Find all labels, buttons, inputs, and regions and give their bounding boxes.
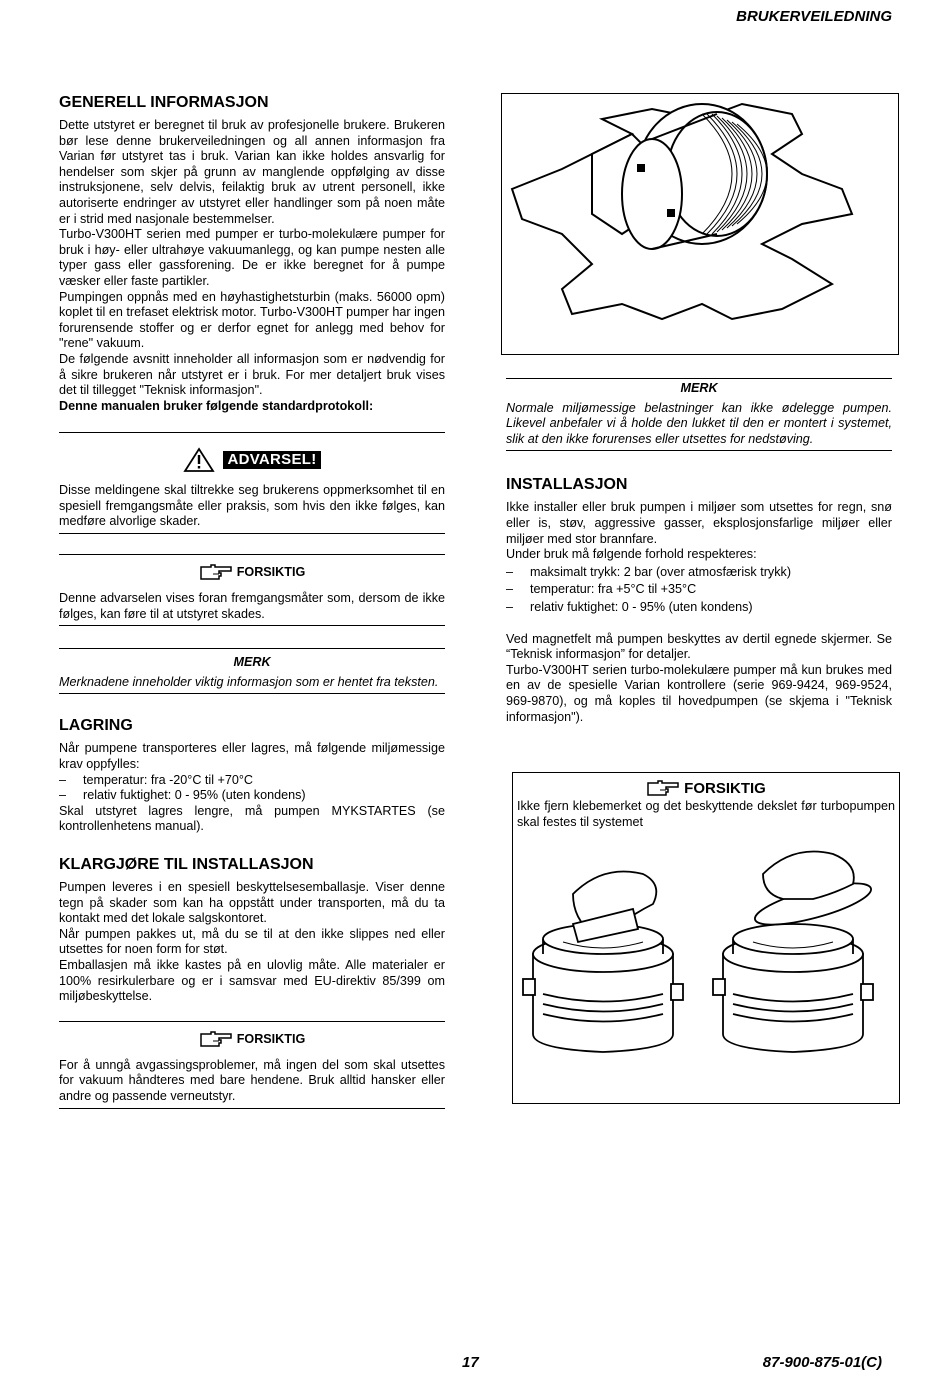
general-info-paragraph: Turbo-V300HT serien med pumper er turbo-molekulære pumper for bruk i høy- eller ultrahøye vakuumanlegg, og kan pumpe nesten alle typer gass eller gassforening. De er ikke beregnet for å pumpe væsker eller faste partikler. bbox=[59, 227, 445, 288]
note-top-rule bbox=[59, 648, 445, 649]
running-header: BRUKERVEILEDNING bbox=[736, 8, 892, 25]
caution2-box bbox=[59, 1030, 445, 1109]
note2-text: Normale miljømessige belastninger kan ikke ødelegge pumpen. Likevel anbefaler vi å holde den lukket til den er montert i systemet, slik at den ikke forurenses eller utsettes for nedstøving. bbox=[506, 400, 892, 446]
note2-label: MERK bbox=[680, 381, 718, 395]
warning-title-row bbox=[59, 447, 445, 473]
pointing-hand-icon bbox=[199, 1030, 233, 1048]
note-text: Merknadene inneholder viktig informasjon som er hentet fra teksten. bbox=[59, 674, 439, 689]
caution2-title-row bbox=[59, 1030, 445, 1048]
caution3-box bbox=[512, 772, 900, 1104]
caution2-label: FORSIKTIG bbox=[236, 1032, 306, 1047]
install-paragraph: Ikke installer eller bruk pumpen i miljøer som utsettes for regn, snø eller is, støv, aggressive gasser, eksplosjonsfarlige miljøer eller miljøer med stor brannfare. bbox=[506, 500, 892, 546]
page-number: 17 bbox=[462, 1354, 479, 1371]
warning-text: Disse meldingene skal tiltrekke seg brukerens oppmerksomhet til en spesiell fremgangsmåte eller praksis, som hvis den ikke følges, kan medføre alvorlige skader. bbox=[59, 483, 445, 529]
caution3-text: Ikke fjern klebemerket og det beskyttende dekslet før turbopumpen skal festes til systemet bbox=[517, 799, 895, 829]
storage-outro: Skal utstyret lagres lengre, må pumpen MYKSTARTES (se kontrollenhetens manual). bbox=[59, 803, 445, 834]
prep-paragraph: Emballasjen må ikke kastes på en ulovlig måte. Alle materialer er 100% resirkulerbare og er i samsvar med EU-direktiv 85/399 om miljøbeskyttelse. bbox=[59, 957, 445, 1004]
warning-label: ADVARSEL! bbox=[223, 451, 320, 469]
pointing-hand-icon bbox=[199, 563, 233, 581]
right-column bbox=[506, 378, 892, 725]
pump-packaging-illustration bbox=[502, 94, 898, 354]
prep-paragraph: Når pumpen pakkes ut, må du se til at den ikke slippes ned eller utsettes for noen form for støt. bbox=[59, 926, 445, 957]
note-label: MERK bbox=[233, 655, 271, 670]
left-column bbox=[59, 93, 445, 1109]
general-info-paragraph: Pumpingen oppnås med en høyhastighetsturbin (maks. 56000 opm) koplet til en trefaset elektrisk motor. Turbo-V300HT pumper har ingen forurensende stoffer og er derfor egnet for anlegg med behov for "rene" vakuum. bbox=[59, 289, 445, 351]
prep-paragraph: Pumpen leveres i en spesiell beskyttelsesemballasje. Viser denne tegn på skader som kan ha oppstått under transporten, må du ta kontakt med det lokale salgskontoret. bbox=[59, 880, 445, 926]
protocol-intro: Denne manualen bruker følgende standardprotokoll: bbox=[59, 398, 374, 413]
caution2-top-rule bbox=[59, 1021, 445, 1022]
caution2-text: For å unngå avgassingsproblemer, må ingen del som skal utsettes for vakuum håndteres med bare hendene. Bruk alltid hansker eller andre og passende verneutstyr. bbox=[59, 1057, 445, 1103]
document-number: 87-900-875-01(C) bbox=[762, 1354, 882, 1371]
caution-text: Denne advarselen vises foran fremgangsmåter som, dersom de ikke følges, kan føre til at utstyret skades. bbox=[59, 591, 445, 621]
warning-box bbox=[59, 447, 445, 534]
install-paragraph: Under bruk må følgende forhold respekteres: bbox=[506, 547, 757, 562]
warning-triangle-icon bbox=[183, 447, 215, 473]
note-box bbox=[59, 655, 445, 694]
prep-heading: KLARGJØRE TIL INSTALLASJON bbox=[59, 856, 314, 873]
caution-box bbox=[59, 563, 445, 626]
caution-title-row bbox=[59, 563, 445, 581]
list-item: – temperatur: fra +5°C til +35°C bbox=[506, 582, 697, 597]
caution3-label: FORSIKTIG bbox=[684, 780, 766, 798]
storage-heading: LAGRING bbox=[59, 717, 133, 735]
caution3-title-row bbox=[513, 779, 899, 797]
install-heading: INSTALLASJON bbox=[506, 476, 628, 494]
note2-box bbox=[506, 381, 892, 451]
warning-top-rule bbox=[59, 432, 445, 433]
caution-top-rule bbox=[59, 554, 445, 555]
install-paragraph: Ved magnetfelt må pumpen beskyttes av dertil egnede skjermer. Se “Teknisk informasjon” for detaljer. bbox=[506, 631, 892, 662]
list-item: – relativ fuktighet: 0 - 95% (uten kondens) bbox=[59, 788, 306, 803]
general-info-paragraph: De følgende avsnitt inneholder all informasjon som er nødvendig for å sikre brukeren når utstyret er i bruk. For mer detaljert bruk vises det til tillegget "Teknisk informasjon". bbox=[59, 351, 445, 398]
list-item: – temperatur: fra -20°C til +70°C bbox=[59, 772, 254, 787]
install-paragraph: Turbo-V300HT serien turbo-molekulære pumper må kun brukes med en av de spesielle Varian kontrollere (serie 969-9424, 969-9524, 969-9870), og må koples til hovedpumpen (se skjema i "Teknisk informasjon"). bbox=[506, 662, 892, 724]
general-info-paragraph: Dette utstyret er beregnet til bruk av profesjonelle brukere. Brukeren bør lese denne brukerveiledningen og all annen informasjon fra Varian før utstyret tas i bruk. Varian kan ikke holdes ansvarlig for hendelser som skjer på grunn av manglende oppfølging av disse instruksjonene, selv delvis, feilaktig bruk av utrent personell, ikke autoriserte endringer av utstyret eller handlinger som på noen måte er i strid med nasjonale bestemmelser. bbox=[59, 118, 445, 226]
note2-top-rule bbox=[506, 378, 892, 379]
pump-packaging-figure bbox=[501, 93, 899, 355]
list-item: – maksimalt trykk: 2 bar (over atmosfærisk trykk) bbox=[506, 564, 792, 579]
storage-intro: Når pumpene transporteres eller lagres, må følgende miljømessige krav oppfylles: bbox=[59, 741, 445, 772]
remove-cover-illustration bbox=[513, 834, 897, 1074]
general-info-heading: GENERELL INFORMASJON bbox=[59, 94, 269, 111]
pointing-hand-icon bbox=[646, 779, 680, 797]
list-item: – relativ fuktighet: 0 - 95% (uten kondens) bbox=[506, 599, 753, 614]
caution-label: FORSIKTIG bbox=[236, 565, 306, 580]
